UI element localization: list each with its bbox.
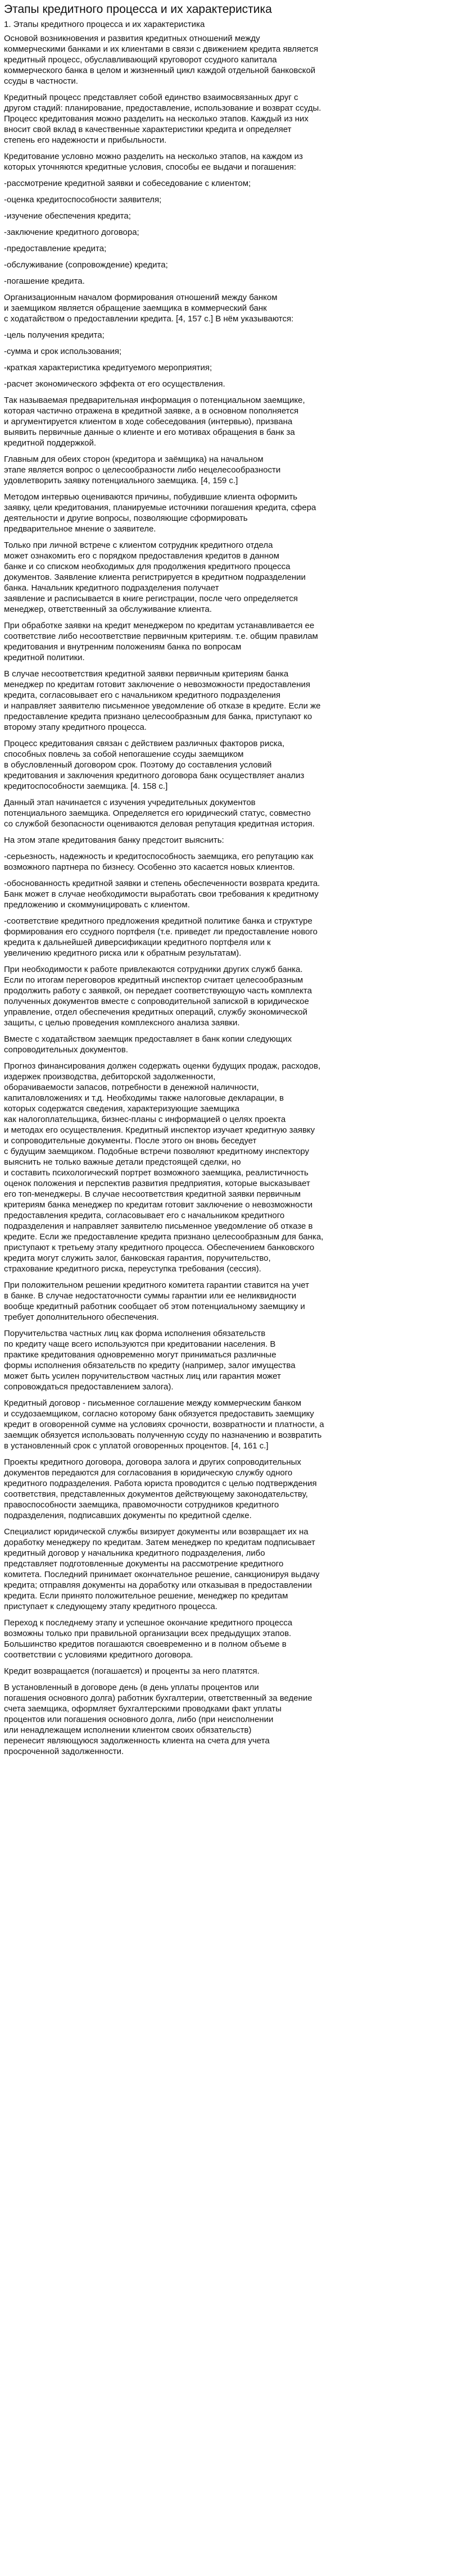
paragraph: Вместе с ходатайством заемщик предоставляет в банк копии следующих сопроводительных документов. [4,1034,292,1055]
paragraph: -обслуживание (сопровождение) кредита; [4,260,168,270]
paragraph: При положительном решении кредитного комитета гарантии ставится на учет в банке. В случае недостаточности суммы гарантии или ее неликвидности вообще кредитный работник сообщает об этом потенциальному заемщику и требует дополнительного обеспечения. [4,1280,309,1322]
paragraph: Проекты кредитного договора, договора залога и других сопроводительных документов передаются для согласования в юридическую службу одного кредитного подразделения. Работа юриста проводится с целью подтверждения соответствия, представленных документов действующему законодательству, правоспособности заемщика, правомочности сотрудников кредитного подразделения, подписавших документы по кредитной сделке. [4,1457,317,1520]
paragraph: -заключение кредитного договора; [4,228,139,237]
section-heading: 1. Этапы кредитного процесса и их характеристика [4,20,205,29]
paragraph: -предоставление кредита; [4,244,107,253]
paragraph: Переход к последнему этапу и успешное окончание кредитного процесса возможны только при правильной организации всех предыдущих этапов. Большинство кредитов погашаются своевременно и в полном объеме в соответствии с условиями кредитного договора. [4,1618,293,1660]
paragraph: Методом интервью оцениваются причины, побудившие клиента оформить заявку, цели кредитования, планируемые источники погашения кредита, сфера деятельности и другие вопросы, позволяющие сформировать предварительное мнение о заявителе. [4,492,316,534]
paragraph: Специалист юридической службы визирует документы или возвращает их на доработку менеджеру по кредитам. Затем менеджер по кредитам подписывает кредитный договор у начальника кредитного подразделения, либо представляет подготовленные документы на рассмотрение кредитного комитета. Последний принимает окончательное решение, санкционируя выдачу кредита; отправляя документы на доработку или отказывая в предоставлении кредита. Если принято положительное решение, менеджер по кредитам приступает к следующему этапу кредитного процесса. [4,1527,320,1611]
document-body [4,33,472,1757]
paragraph: -серьезность, надежность и кредитоспособность заемщика, его репутацию как возможного партнера по бизнесу. Особенно это касается новых клиентов. [4,852,314,872]
paragraph: При обработке заявки на кредит менеджером по кредитам устанавливается ее соответствие либо несоответствие первичным критериям. т.е. общим правилам кредитования и внутренним положениям банка по вопросам кредитной политики. [4,621,318,662]
paragraph: Кредит возвращается (погашается) и проценты за него платятся. [4,1666,260,1676]
document-title: Этапы кредитного процесса и их характеристика [4,3,272,16]
paragraph: Данный этап начинается с изучения учредительных документов потенциального заемщика. Определяется его юридический статус, совместно со службой безопасности оцениваются деловая репутация кредитная история. [4,798,315,829]
paragraph: Поручительства частных лиц как форма исполнения обязательств по кредиту чаще всего используются при кредитовании населения. В практике кредитования одновременно могут приниматься различные формы исполнения обязательств по кредиту (например, залог имущества может быть усилен поручительством частных лиц или гарантия может сопровождаться предоставлением залога). [4,1329,296,1392]
paragraph: В установленный в договоре день (в день уплаты процентов или погашения основного долга) работник бухгалтерии, ответственный за ведение счета заемщика, оформляет бухгалтерскими проводками факт уплаты процентов или погашения основного долга, либо (при неисполнении или ненадлежащем исполнении клиентом своих обязательств) перенесит являющуюся задолженность клиента на счета для учета просроченной задолженности. [4,1683,312,1756]
paragraph: При необходимости к работе привлекаются сотрудники других служб банка. Если по итогам переговоров кредитный инспектор считает целесообразным продолжить работу с заявкой, он передает соответствующую часть комплекта полученных документов вместе с сопроводительной запиской в юридическое управление, отдел обеспечения кредитных операций, службу экономической защиты, с целью проведения комплексного анализа заявки. [4,965,312,1028]
paragraph: -краткая характеристика кредитуемого мероприятия; [4,363,212,372]
paragraph: Кредитование условно можно разделить на несколько этапов, на каждом из которых уточняются кредитные условия, способы ее выдачи и погашения: [4,152,303,172]
paragraph: Прогноз финансирования должен содержать оценки будущих продаж, расходов, издержек производства, дебиторской задолженности, оборачиваемости запасов, потребности в денежной наличности, капиталовложениях и т.д. Необходимы также налоговые декларации, в которых содержатся сведения, характеризующие заемщика как налогоплательщика, бизнес-планы с информацией о целях проекта и методах его осуществления. Кредитный инспектор изучает кредитную заявку и сопроводительные документы. После этого он вновь беседует с будущим заемщиком. Подобные встречи позволяют кредитному инспектору выяснить не только важные детали предстоящей сделки, но и составить психологический портрет возможного заемщика, реалистичность оценок положения и перспектив развития предприятия, которые высказывает его топ-менеджеры. В случае несоответствия кредитной заявки первичным критериям банка менеджер по кредитам готовит заключение о невозможности предоставления кредита, согласовывает его с начальником кредитного подразделения и направляет заявителю письменное уведомление об отказе в кредите. Если же предоставление кредита признано целесообразным для банка, приступают к третьему этапу кредитного процесса. Обеспечением банковского кредита могут служить залог, банковская гарантия, поручительство, страхование кредитного риска, переуступка требования (сессия). [4,1061,324,1274]
paragraph: Только при личной встрече с клиентом сотрудник кредитного отдела может ознакомить его с порядком предоставления кредитов в данном банке и со списком необходимых для продолжения кредитного процесса документов. Заявление клиента регистрируется в кредитном подразделении банка. Начальник кредитного подразделения получает заявление и расписывается в книге регистрации, после чего определяется менеджер, ответственный за обслуживание клиента. [4,540,306,614]
paragraph: -цель получения кредита; [4,330,105,340]
paragraph: -погашение кредита. [4,276,85,286]
paragraph: -соответствие кредитного предложения кредитной политике банка и структуре формирования его ссудного портфеля (т.е. приведет ли предоставление нового кредита к дальнейшей диверсификации кредитного портфеля или к увеличению кредитного риска или к обратным результатам). [4,916,318,958]
paragraph: Основой возникновения и развития кредитных отношений между коммерческими банками и их клиентами в связи с движением кредита является кредитный процесс, обуславливающий круговорот ссудного капитала коммерческого банка в целом и жизненный цикл каждой отдельной банковской ссуды в частности. [4,34,319,86]
paragraph: Так называемая предварительная информация о потенциальном заемщике, которая частично отражена в кредитной заявке, а в основном пополняется и аргументируется клиентом в ходе собеседования (интервью), призвана выявить первичные данные о клиенте и его мотивах обращения в банк за кредитной поддержкой. [4,396,305,448]
paragraph: -сумма и срок использования; [4,347,122,356]
paragraph: В случае несоответствия кредитной заявки первичным критериям банка менеджер по кредитам готовит заключение о невозможности предоставления кредита, согласовывает его с начальником кредитного подразделения и направляет заявителю письменное уведомление об отказе в кредите. Если же предоставление кредита признано целесообразным для банка, приступают ко второму этапу кредитного процесса. [4,669,321,732]
paragraph: Процесс кредитования связан с действием различных факторов риска, способных повлечь за собой непогашение ссуды заемщиком в обусловленный договором срок. Поэтому до составления условий кредитования и заключения кредитного договора банк осуществляет анализ кредитоспособности заемщика. [4. 158 с.] [4,739,305,791]
paragraph: -рассмотрение кредитной заявки и собеседование с клиентом; [4,179,251,188]
paragraph: -расчет экономического эффекта от его осуществления. [4,379,225,389]
paragraph: На этом этапе кредитования банку предстоит выяснить: [4,835,224,845]
paragraph: Кредитный процесс представляет собой единство взаимосвязанных друг с другом стадий: планирование, предоставление, использование и возврат ссуды. Процесс кредитования можно разделить на несколько этапов. Каждый из них вносит свой вклад в качественные характеристики кредита и определяет степень его надежности и прибыльности. [4,93,321,145]
paragraph: Организационным началом формирования отношений между банком и заемщиком является обращение заемщика в коммерческий банк с ходатайством о предоставлении кредита. [4, 157 с.] В нём указываются: [4,293,294,324]
paragraph: Главным для обеих сторон (кредитора и заёмщика) на начальном этапе является вопрос о целесообразности либо нецелесообразности удовлетворить заявку потенциального заемщика. [4, 159 с.] [4,455,281,485]
paragraph: -обоснованность кредитной заявки и степень обеспеченности возврата кредита. Банк может в случае необходимости выработать свои требования к кредитному предложению и скоммуницировать с клиентом. [4,879,320,910]
paragraph: -оценка кредитоспособности заявителя; [4,195,162,205]
paragraph: Кредитный договор - письменное соглашение между коммерческим банком и ссудозаемщиком, согласно которому банк обязуется предоставить заемщику кредит в оговоренной сумме на условиях срочности, возвратности и платности, а заемщик обязуется использовать полученную ссуду по назначению и возвратить в установленный срок с уплатой оговоренных процентов. [4, 161 с.] [4,1398,324,1451]
paragraph: -изучение обеспечения кредита; [4,211,131,221]
